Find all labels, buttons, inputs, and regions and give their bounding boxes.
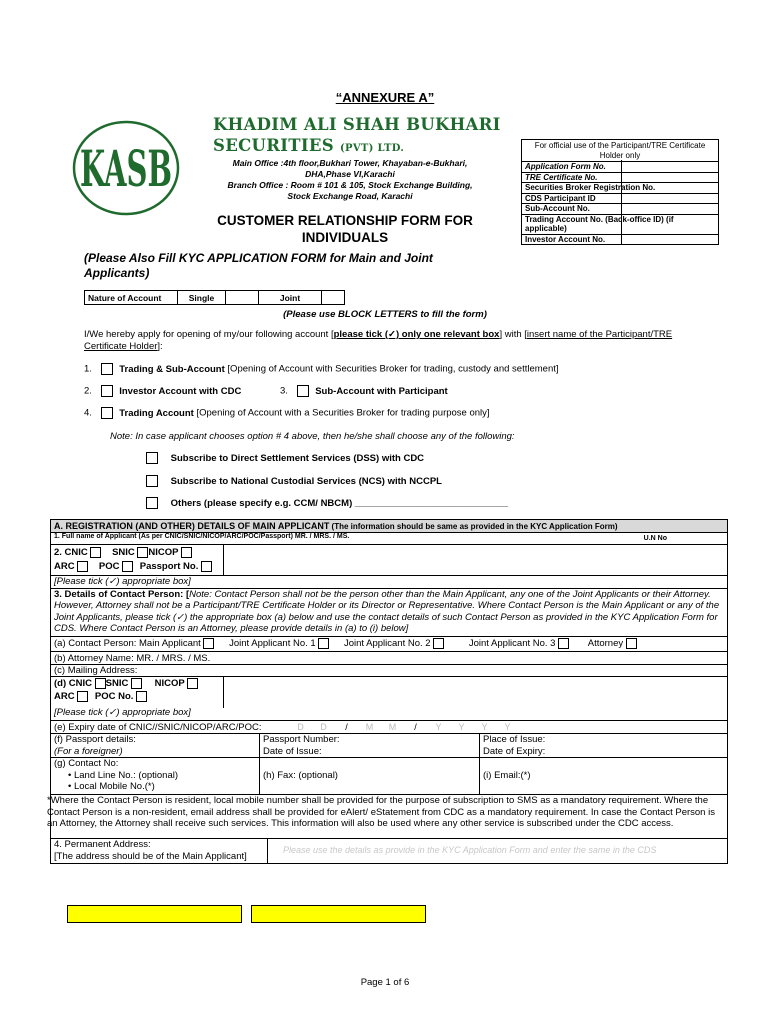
id-tick-note: [Please tick (✓) appropriate box] (54, 576, 191, 587)
d-id-types: (d) CNIC SNIC NICOP (54, 678, 198, 689)
d-cnic-checkbox[interactable] (95, 678, 106, 689)
annexure-title: “ANNEXURE A” (335, 90, 435, 105)
mailing-address: (c) Mailing Address: (54, 665, 138, 676)
email-label: (i) Email:(*) (483, 770, 531, 781)
nicop-checkbox[interactable] (181, 547, 192, 558)
joint-2-checkbox[interactable] (433, 638, 444, 649)
nature-of-account: Nature of Account Single Joint (84, 290, 345, 305)
attorney-name: (b) Attorney Name: MR. / MRS. / MS. (54, 653, 211, 664)
company-name-line2: SECURITIES (PVT) LTD. (213, 136, 405, 155)
permanent-address-placeholder: Please use the details as provide in the KYC Application Form and enter the same in the CDS (283, 845, 657, 855)
d-tick-note: [Please tick (✓) appropriate box] (54, 707, 191, 718)
section-a (47, 519, 728, 864)
tre-certificate-no: TRE Certificate No. (522, 172, 719, 183)
option-3: 3. Sub-Account with Participant (280, 385, 448, 397)
passport-details: (f) Passport details: (For a foreigner) (54, 734, 136, 757)
option-2: 2. Investor Account with CDC (84, 385, 242, 397)
sub-option-others: Others (please specify e.g. CCM/ NBCM) _____________________________ (146, 497, 508, 509)
arc-checkbox[interactable] (77, 561, 88, 572)
main-applicant-checkbox[interactable] (203, 638, 214, 649)
option-1: 1. Trading & Sub-Account [Opening of Account with Securities Broker for trading, custody and settlement] (84, 363, 559, 375)
single-box[interactable] (226, 291, 259, 305)
attorney-checkbox[interactable] (626, 638, 637, 649)
d-id-types-2: ARC POC No. (54, 691, 147, 702)
intro-text: I/We hereby apply for opening of my/our following account [please tick (✓) only one relevant box] with [insert name of the Participant/TRE Certificate Holder]: (84, 329, 673, 352)
sub-account-no: Sub-Account No. (522, 204, 719, 215)
expiry-date-label: (e) Expiry date of CNIC//SNIC/NICOP/ARC/POC: (54, 722, 262, 733)
un-no-label: U.N No (643, 535, 667, 542)
cds-participant-id: CDS Participant ID (522, 193, 719, 204)
trading-account-no: Trading Account No. (Back-office ID) (if applicable) (522, 214, 719, 234)
form-title: CUSTOMER RELATIONSHIP FORM FOR INDIVIDUALS (217, 213, 473, 245)
section-a-title: A. REGISTRATION (AND OTHER) DETAILS OF MAIN APPLICANT (The information should be same as provided in the KYC Application Form) (51, 520, 727, 532)
kyc-note: (Please Also Fill KYC APPLICATION FORM for Main and Joint Applicants) (84, 251, 433, 280)
option-2-checkbox[interactable] (101, 385, 113, 397)
contact-footnote: *Where the Contact Person is resident, local mobile number shall be provided for the purpose of subscription to SMS as a mandatory requirement. Where the Contact Person is a non-resident, email address shall be provided for eAlert/ eStatement from CDC as a mandatory requirement. In case the Contact Person is an Attorney, the Attorney shall receive such services. This information will also be used where any other service is subscribed under the CDC access. (47, 795, 715, 830)
highlight-field-2[interactable] (251, 905, 426, 923)
joint-box[interactable] (322, 291, 345, 305)
kasb-logo (72, 118, 182, 216)
joint-1-checkbox[interactable] (318, 638, 329, 649)
permanent-address-label: 4. Permanent Address: [The address should be of the Main Applicant] (54, 839, 247, 862)
page-number: Page 1 of 6 (360, 977, 410, 988)
application-form-no: Application Form No. (522, 162, 719, 173)
contact-person-note: 3. Details of Contact Person: [Note: Contact Person shall not be the person other than the Main Applicant, any one of the Joint Applicants or their Attorney. However, Attorney shall not be a Participant/TRE Certificate Holder or its Director or Representative. Where Contact Person is the Main Applicant or any of the Joint Applicants, please tick (✓) the appropriate box (a) below and use the contact details of such Contact Person as provided in the KYC Application Form for CDS. Where Contact Person is an Attorney, please provide details in (a) to (i) below] (54, 589, 720, 634)
d-poc-checkbox[interactable] (136, 691, 147, 702)
highlight-field-1[interactable] (67, 905, 242, 923)
official-use-header: For official use of the Participant/TRE Certificate Holder only (522, 140, 719, 162)
id-types-2: ARC POC Passport No. (54, 561, 212, 572)
fax-label: (h) Fax: (optional) (263, 770, 338, 781)
id-types: 2. CNIC SNIC NICOP (54, 547, 192, 558)
dss-checkbox[interactable] (146, 452, 158, 464)
office-addresses: Main Office :4th floor,Bukhari Tower, Khayaban-e-Bukhari, DHA,Phase VI,Karachi Branch Office : Room # 101 & 105, Stock Exchange Building, Stock Exchange Road, Karachi (227, 158, 473, 201)
contact-person-options: (a) Contact Person: Main Applicant Joint Applicant No. 1 Joint Applicant No. 2 Joint Applicant No. 3 Attorney (54, 638, 637, 649)
joint-3-checkbox[interactable] (558, 638, 569, 649)
investor-account-no: Investor Account No. (522, 234, 719, 245)
company-name-line1: KHADIM ALI SHAH BUKHARI (213, 115, 501, 134)
expiry-date-slots[interactable]: D D / M M / Y Y Y Y (297, 722, 511, 732)
option-3-checkbox[interactable] (297, 385, 309, 397)
poc-checkbox[interactable] (122, 561, 133, 572)
option-4: 4. Trading Account [Opening of Account with a Securities Broker for trading purpose only] (84, 407, 490, 419)
snic-checkbox[interactable] (137, 547, 148, 558)
option-4-checkbox[interactable] (101, 407, 113, 419)
passport-place: Place of Issue: Date of Expiry: (483, 734, 546, 757)
passport-number: Passport Number: Date of Issue: (263, 734, 340, 757)
option-1-checkbox[interactable] (101, 363, 113, 375)
option-4-note: Note: In case applicant chooses option # 4 above, then he/she shall choose any of the following: (110, 431, 515, 442)
d-nicop-checkbox[interactable] (187, 678, 198, 689)
sub-option-ncs: Subscribe to National Custodial Services (NCS) with NCCPL (146, 475, 442, 487)
cnic-checkbox[interactable] (90, 547, 101, 558)
official-use-box (521, 139, 719, 245)
sub-option-dss: Subscribe to Direct Settlement Services (DSS) with CDC (146, 452, 424, 464)
d-snic-checkbox[interactable] (131, 678, 142, 689)
others-checkbox[interactable] (146, 497, 158, 509)
broker-registration-no: Securities Broker Registration No. (522, 183, 719, 194)
contact-no: (g) Contact No: • Land Line No.: (optional) • Local Mobile No.(*) (54, 758, 179, 792)
block-letters-note: (Please use BLOCK LETTERS to fill the form) (283, 309, 487, 320)
passport-checkbox[interactable] (201, 561, 212, 572)
full-name-label: 1. Full name of Applicant (As per CNIC/SNIC/NICOP/ARC/POC/Passport) MR. / MRS. / MS. (54, 533, 350, 540)
logo-text: KASB (80, 139, 172, 198)
ncs-checkbox[interactable] (146, 475, 158, 487)
d-arc-checkbox[interactable] (77, 691, 88, 702)
